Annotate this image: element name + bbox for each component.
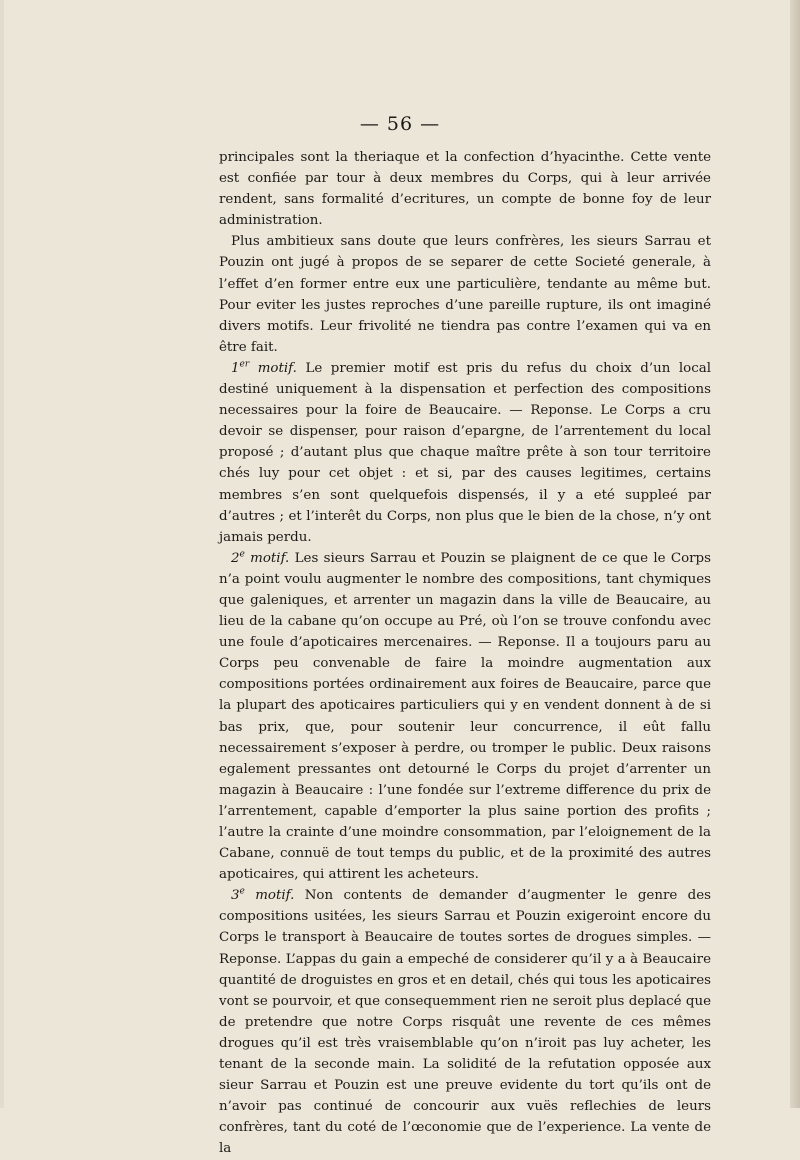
body-text [219,147,711,1160]
page-number: — 56 — [359,113,441,135]
page-edge-left [0,0,4,1108]
motif-label: motif. [250,550,290,566]
paragraph-motif-2 [219,548,711,886]
paragraph-motif-3 [219,885,711,1159]
paragraph-text: Le premier motif est pris du refus du choix d’un local destiné uniquement à la dispensation et perfection des compositions necessaires pour la foire de Beaucaire. — Reponse. Le Corps a cru devoir se dispenser, pour raison d’epargne, de l’arrentement du local proposé ; d’autant plus que chaque maître prête à son tour territoire chés luy pour cet objet : et si, par des causes legitimes, certains membres s’en sont quelquefois dispensés, il y a eté suppleé par d’autres ; et l’interêt du Corps, non plus que le bien de la chose, n’y ont jamais perdu. [219,360,711,545]
paragraph-text: Les sieurs Sarrau et Pouzin se plaignent de ce que le Corps n’a point voulu augmenter le nombre des compositions, tant chymiques que galeniques, et arrenter un magazin dans la ville de Beaucaire, au lieu de la cabane qu’on occupe au Pré, où l’on se trouve confondu avec une foule d’apoticaires mercenaires. — Reponse. Il a toujours paru au Corps peu convenable de faire la moindre augmentation aux compositions portées ordinairement aux foires de Beaucaire, parce que la plupart des apoticaires particuliers qui y en vendent donnent à de si bas prix, que, pour soutenir leur concurrence, il eût fallu necessairement s’exposer à perdre, ou tromper le public. Deux raisons egalement pressantes ont detourné le Corps du projet d’arrenter un magazin à Beaucaire : l’une fondée sur l’extreme difference du prix de l’arrentement, capable d’emporter la plus saine portion des profits ; l’autre la crainte d’une moindre consommation, par l’eloignement de la Cabane, connuë de tout temps du public, et de la proximité des autres apoticaires, qui attirent les acheteurs. [219,550,711,883]
paragraph-intro [219,231,711,358]
motif-number: 3 [231,888,240,904]
motif-ordinal: e [239,886,245,897]
motif-label: motif. [257,360,297,376]
motif-number: 2 [231,550,240,566]
paragraph-text: Non contents de demander d’augmenter le genre des compositions usitées, les sieurs Sarrau et Pouzin exigeroint encore du Corps le transport à Beaucaire de toutes sortes de drogues simples. — Reponse. L’appas du gain a empeché de considerer qu’il y a à Beaucaire quantité de droguistes en gros et en detail, chés qui tous les apoticaires vont se pourvoir, et que consequemment rien ne seroit plus deplacé que de pretendre que notre Corps risquât une revente de ces mêmes drogues qu’il est très vraisemblable qu’on n’iroit pas luy acheter, les tenant de la seconde main. La solidité de la refutation opposée aux sieur Sarrau et Pouzin est une preuve evidente du tort qu’ils ont de n’avoir pas continué de concourir aux vuës reflechies de leurs confrères, tant du coté de l’œconomie que de l’experience. La vente de la [219,888,711,1157]
paragraph-continuation [219,147,711,231]
page-edge-right [790,0,800,1108]
paragraph-text: principales sont la theriaque et la confection d’hyacinthe. Cette vente est confiée par tour à deux membres du Corps, qui à leur arrivée rendent, sans formalité d’ecritures, un compte de bonne foy de leur administration. [219,150,711,229]
motif-number: 1 [231,360,240,376]
motif-label: motif. [255,888,295,904]
paragraph-text: Plus ambitieux sans doute que leurs confrères, les sieurs Sarrau et Pouzin ont jugé à propos de se separer de cette Societé generale, à l’effet d’en former entre eux une particulière, tendante au même but. Pour eviter les justes reproches d’une pareille rupture, ils ont imaginé divers motifs. Leur frivolité ne tiendra pas contre l’examen qui va en être fait. [219,234,711,355]
motif-ordinal: e [239,549,245,560]
motif-ordinal: er [239,359,250,370]
paragraph-motif-1 [219,358,711,548]
